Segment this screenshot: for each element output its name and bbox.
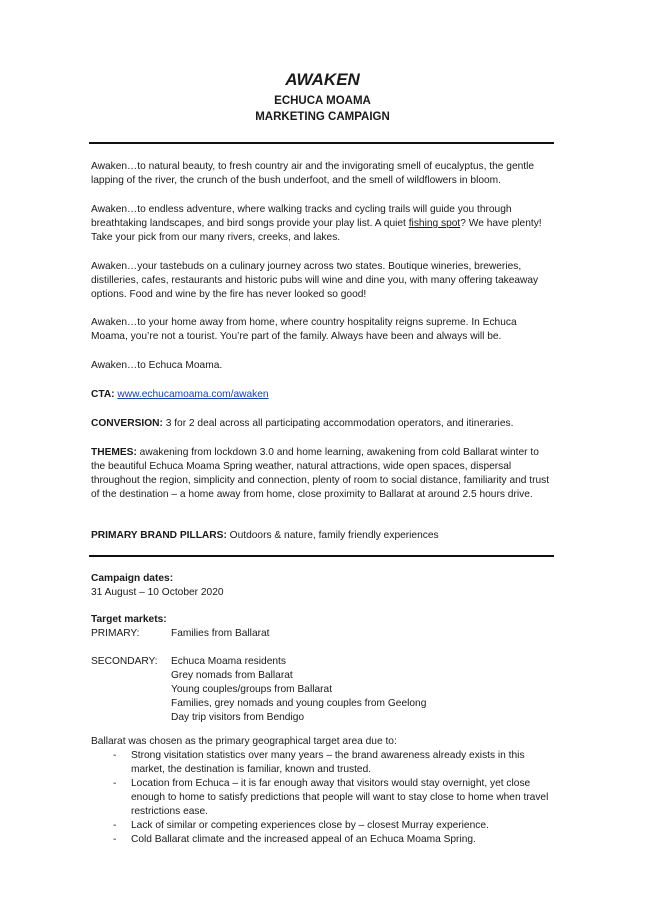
fishing-spot-link[interactable]: fishing spot — [408, 218, 461, 229]
conversion-line — [91, 417, 553, 431]
brand-pillars-text: Outdoors & nature, family friendly experiences — [226, 530, 439, 541]
dash-bullet-icon: - — [113, 834, 117, 845]
intro-paragraph-closing: Awaken…to Echuca Moama. — [91, 360, 223, 371]
cta-line — [91, 388, 553, 402]
intro-paragraph-nature: Awaken…to natural beauty, to fresh country air and the invigorating smell of eucalyptus, the gentle lapping of the river, the crunch of the bush underfoot, and the smell of wildflowers in bloom. — [91, 161, 535, 186]
campaign-dates-label: Campaign dates: — [91, 573, 174, 584]
intro-paragraph-home: Awaken…to your home away from home, where country hospitality reigns supreme. In Echuca Moama, you’re not a tourist. You’re part of the family. Always have been and always will be. — [91, 317, 517, 342]
middle-divider — [89, 555, 554, 557]
list-item — [91, 749, 553, 777]
cta-label: CTA: — [91, 389, 115, 400]
conversion-label: CONVERSION: — [91, 418, 163, 429]
themes-text: awakening from lockdown 3.0 and home learning, awakening from cold Ballarat winter to the beautiful Echuca Moama Spring weather, natural attractions, wide open spaces, dispersal throughout the region, simplicity and connection, plenty of room to social distance, familiarity and trust of the destination – a home away from home, close proximity to Ballarat at around 2.5 hours drive. — [91, 447, 550, 500]
secondary-market-item: Grey nomads from Ballarat — [171, 670, 293, 681]
brand-pillars-line — [91, 529, 553, 543]
reason-text: Cold Ballarat climate and the increased appeal of an Echuca Moama Spring. — [131, 834, 476, 845]
conversion-text: 3 for 2 deal across all participating accommodation operators, and itineraries. — [162, 418, 514, 429]
list-item — [91, 777, 553, 819]
intro-paragraph-adventure — [91, 203, 553, 245]
primary-market: Families from Ballarat — [171, 628, 270, 639]
adventure-text-end: ? We have plenty! Take your pick from our many rivers, creeks, and lakes. — [91, 218, 542, 243]
cta-link[interactable]: www.echucamoama.com/awaken — [117, 389, 269, 400]
list-item — [91, 833, 553, 847]
list-item — [91, 819, 553, 833]
reason-text: Strong visitation statistics over many years – the brand awareness already exists in this market, the destination is familiar, known and trusted. — [131, 750, 525, 775]
secondary-label: SECONDARY: — [91, 656, 158, 667]
intro-paragraph-culinary: Awaken…your tastebuds on a culinary journey across two states. Boutique wineries, breweries, distilleries, cafes, restaurants and historic pubs will wine and dine you, with many offering takeaway options. Food and wine by the fire has never looked so good! — [91, 261, 539, 300]
secondary-market-item: Families, grey nomads and young couples from Geelong — [171, 698, 427, 709]
dash-bullet-icon: - — [113, 750, 117, 761]
themes-paragraph — [91, 446, 553, 502]
secondary-market-item: Echuca Moama residents — [171, 656, 286, 667]
secondary-market-item: Young couples/groups from Ballarat — [171, 684, 333, 695]
secondary-market-item: Day trip visitors from Bendigo — [171, 712, 305, 723]
reason-text: Lack of similar or competing experiences close by – closest Murray experience. — [131, 820, 489, 831]
dash-bullet-icon: - — [113, 778, 117, 789]
reason-text: Location from Echuca – it is far enough away that visitors would stay overnight, yet close enough to home to satisfy predictions that people will want to stay close to home when travel restrictions ease. — [131, 778, 549, 817]
document-subtitle-location: ECHUCA MOAMA — [274, 95, 371, 107]
adventure-text-start: Awaken…to endless adventure, where walking tracks and cycling trails will guide you through breathtaking landscapes, and bird songs provide your play list. A quiet — [91, 204, 512, 229]
top-divider — [89, 142, 554, 144]
reasons-list — [91, 749, 553, 847]
document-subtitle-campaign: MARKETING CAMPAIGN — [255, 111, 390, 123]
primary-label: PRIMARY: — [91, 628, 140, 639]
brand-pillars-label: PRIMARY BRAND PILLARS: — [91, 530, 227, 541]
dash-bullet-icon: - — [113, 820, 117, 831]
reasons-intro: Ballarat was chosen as the primary geographical target area due to: — [91, 736, 397, 747]
document-title: AWAKEN — [285, 70, 360, 89]
target-markets-label: Target markets: — [91, 614, 167, 625]
campaign-dates-value: 31 August – 10 October 2020 — [91, 587, 224, 598]
themes-label: THEMES: — [91, 447, 137, 458]
